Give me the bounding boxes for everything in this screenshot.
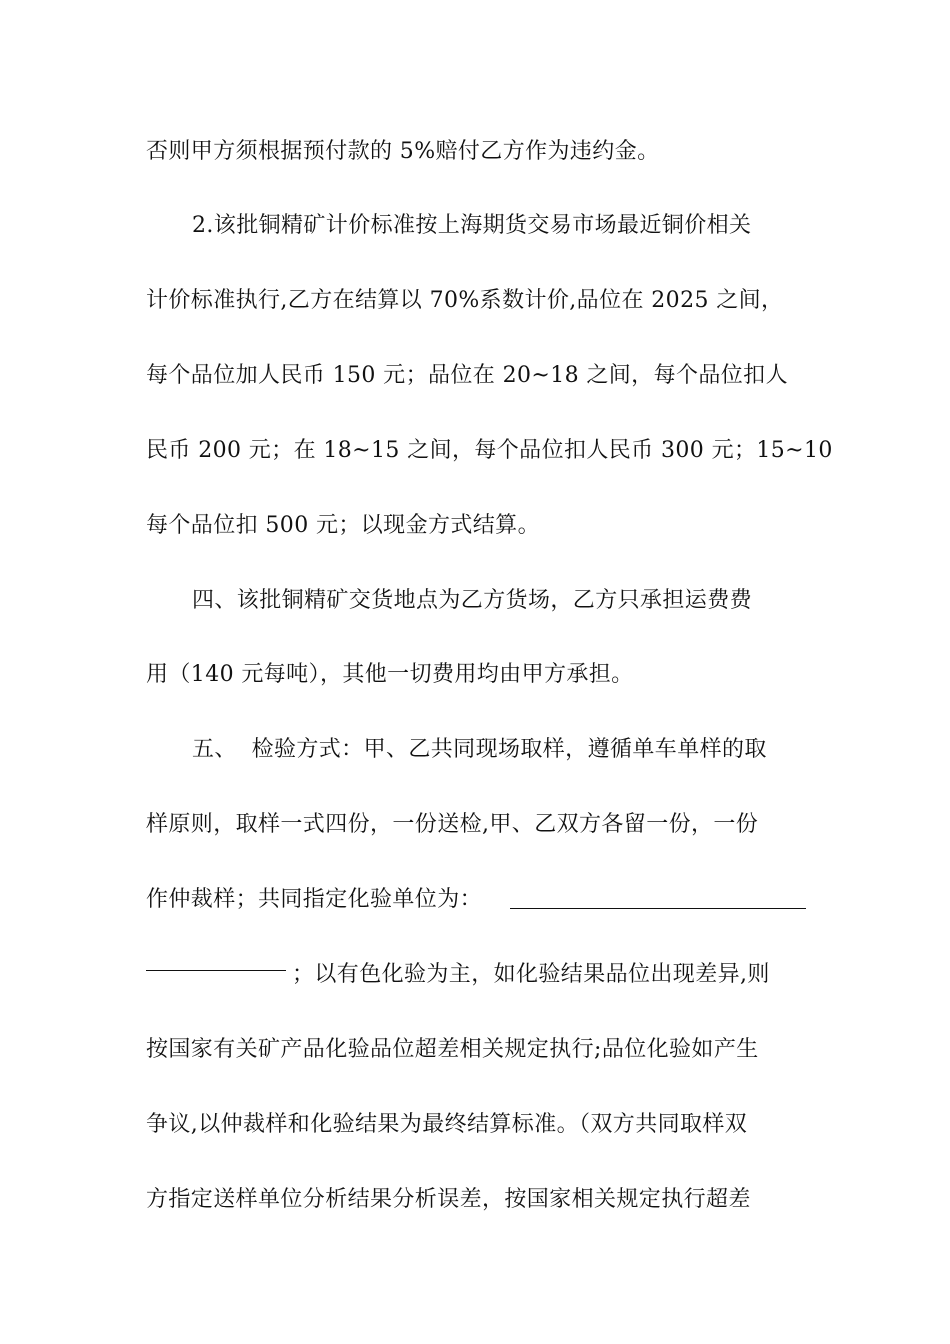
paragraph-line-15: 方指定送样单位分析结果分析误差，按国家相关规定执行超差 [146, 1187, 751, 1212]
lab-name-blank-part2 [146, 950, 286, 971]
paragraph-line-14: 争议,以仲裁样和化验结果为最终结算标准。（双方共同取样双 [146, 1112, 748, 1137]
paragraph-line-7: 四、该批铜精矿交货地点为乙方货场，乙方只承担运费费 [192, 588, 753, 613]
paragraph-line-3: 计价标准执行,乙方在结算以 70%系数计价,品位在 2025 之间， [146, 288, 784, 313]
paragraph-line-4: 每个品位加人民币 150 元；品位在 20~18 之间，每个品位扣人 [146, 363, 788, 388]
paragraph-line-11: 作仲裁样；共同指定化验单位为： [146, 887, 483, 912]
paragraph-line-13: 按国家有关矿产品化验品位超差相关规定执行;品位化验如产生 [146, 1037, 759, 1062]
paragraph-line-1: 否则甲方须根据预付款的 5%赔付乙方作为违约金。 [146, 139, 660, 164]
paragraph-line-8: 用（140 元每吨），其他一切费用均由甲方承担。 [146, 662, 634, 687]
paragraph-line-5: 民币 200 元；在 18~15 之间，每个品位扣人民币 300 元；15~10 [146, 438, 833, 463]
paragraph-line-2: 2.该批铜精矿计价标准按上海期货交易市场最近铜价相关 [192, 213, 752, 238]
paragraph-line-6: 每个品位扣 500 元；以现金方式结算。 [146, 513, 540, 538]
paragraph-line-10: 样原则，取样一式四份，一份送检,甲、乙双方各留一份，一份 [146, 812, 759, 837]
paragraph-line-12: ；以有色化验为主，如化验结果品位出现差异,则 [292, 962, 770, 987]
paragraph-line-9: 五、 检验方式：甲、乙共同现场取样，遵循单车单样的取 [192, 737, 767, 762]
lab-name-blank-part1 [510, 888, 806, 909]
